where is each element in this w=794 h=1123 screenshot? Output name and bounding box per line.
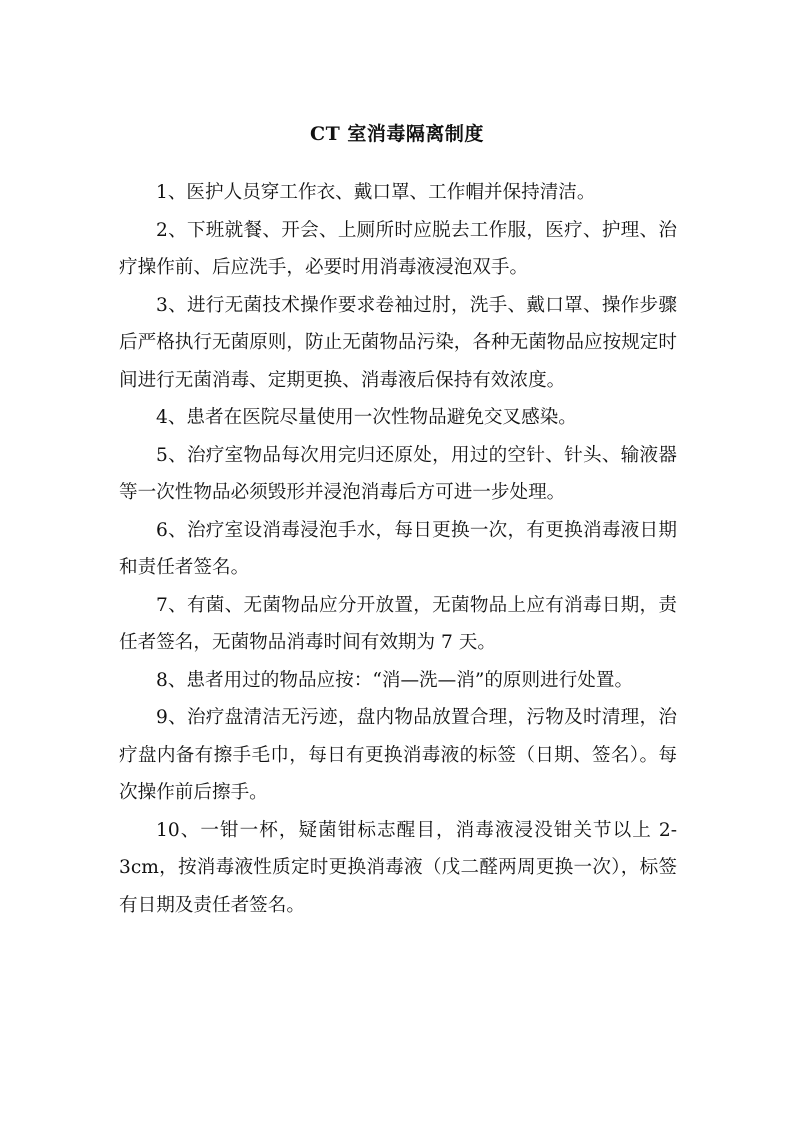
paragraph-4: 4、患者在医院尽量使用一次性物品避免交叉感染。 (156, 407, 577, 428)
document-body (119, 174, 677, 924)
paragraph-2: 2、下班就餐、开会、上厕所时应脱去工作服，医疗、护理、治疗操作前、后应洗手，必要时用消毒液浸泡双手。 (119, 219, 677, 278)
paragraph-6: 6、治疗室设消毒浸泡手水，每日更换一次，有更换消毒液日期和责任者签名。 (119, 519, 677, 578)
paragraph-5: 5、治疗室物品每次用完归还原处，用过的空针、针头、输液器等一次性物品必须毁形并浸泡消毒后方可进一步处理。 (119, 444, 677, 503)
paragraph-1: 1、医护人员穿工作衣、戴口罩、工作帽并保持清洁。 (156, 182, 596, 203)
paragraph-3: 3、进行无菌技术操作要求卷袖过肘，洗手、戴口罩、操作步骤后严格执行无菌原则，防止无菌物品污染，各种无菌物品应按规定时间进行无菌消毒、定期更换、消毒液后保持有效浓度。 (119, 294, 677, 391)
paragraph-7: 7、有菌、无菌物品应分开放置，无菌物品上应有消毒日期，责任者签名，无菌物品消毒时间有效期为 7 天。 (119, 594, 677, 653)
paragraph-8: 8、患者用过的物品应按：“消—洗—消”的原则进行处置。 (156, 669, 634, 691)
paragraph-9: 9、治疗盘清洁无污迹，盘内物品放置合理，污物及时清理，治疗盘内备有擦手毛巾，每日有更换消毒液的标签（日期、签名）。每次操作前后擦手。 (119, 707, 677, 803)
document-title: CT 室消毒隔离制度 (310, 123, 484, 145)
paragraph-10: 10、一钳一杯，疑菌钳标志醒目，消毒液浸没钳关节以上 2-3cm，按消毒液性质定时更换消毒液（戊二醛两周更换一次），标签有日期及责任者签名。 (119, 819, 677, 916)
